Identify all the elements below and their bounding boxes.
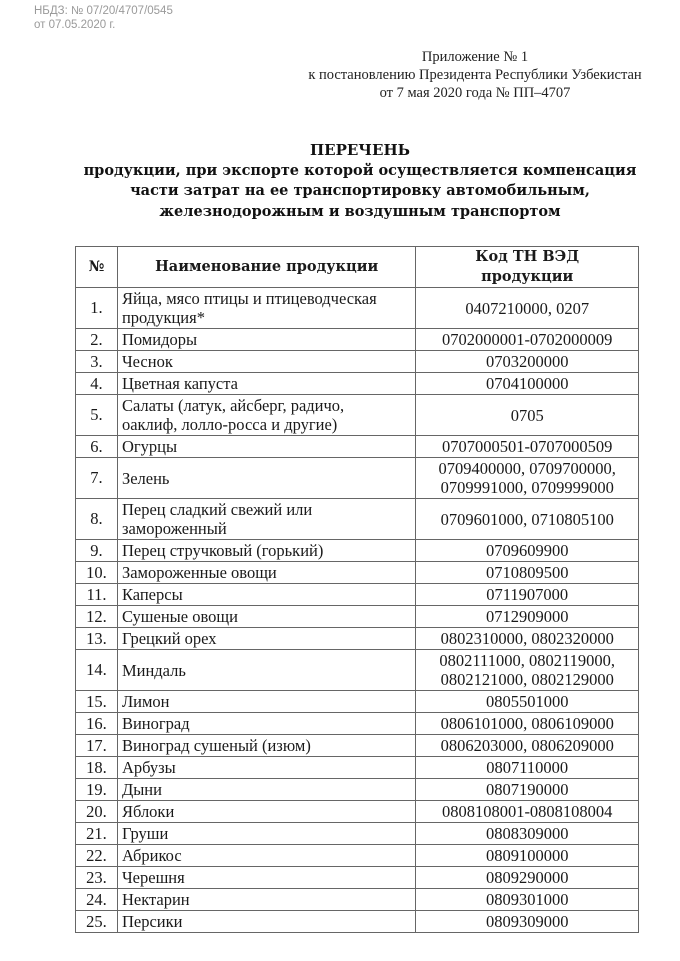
table-row [76, 288, 639, 329]
hs-code: 0809100000 [416, 845, 639, 867]
product-name: Лимон [117, 691, 415, 713]
product-name: Чеснок [117, 351, 415, 373]
row-number: 15. [76, 691, 118, 713]
hs-code: 0809290000 [416, 867, 639, 889]
table-header-row [76, 247, 639, 288]
product-name: Миндаль [117, 650, 415, 691]
product-name: Абрикос [117, 845, 415, 867]
hs-code: 0704100000 [416, 373, 639, 395]
product-name: Черешня [117, 867, 415, 889]
table-row [76, 801, 639, 823]
product-name: Перец стручковый (горький) [117, 540, 415, 562]
title-line-2: части затрат на ее транспортировку автомобильным, [130, 182, 590, 199]
row-number: 20. [76, 801, 118, 823]
hs-code: 0712909000 [416, 606, 639, 628]
row-number: 6. [76, 436, 118, 458]
row-number: 12. [76, 606, 118, 628]
row-number: 14. [76, 650, 118, 691]
hs-code: 0709609900 [416, 540, 639, 562]
table-row [76, 650, 639, 691]
hs-code: 0806101000, 0806109000 [416, 713, 639, 735]
table-row [76, 436, 639, 458]
product-name: Арбузы [117, 757, 415, 779]
table-row [76, 889, 639, 911]
header-number: № [76, 247, 118, 288]
row-number: 18. [76, 757, 118, 779]
product-name: Яблоки [117, 801, 415, 823]
product-name: Виноград [117, 713, 415, 735]
product-name: Цветная капуста [117, 373, 415, 395]
product-name: Зелень [117, 458, 415, 499]
product-name: Персики [117, 911, 415, 933]
table-row [76, 373, 639, 395]
row-number: 17. [76, 735, 118, 757]
table-row [76, 911, 639, 933]
hs-code: 0807190000 [416, 779, 639, 801]
product-name: Виноград сушеный (изюм) [117, 735, 415, 757]
appendix-reference: к постановлению Президента Республики Узбекистан [308, 67, 642, 83]
table-row [76, 867, 639, 889]
row-number: 4. [76, 373, 118, 395]
product-name: Нектарин [117, 889, 415, 911]
product-name: Яйца, мясо птицы и птицеводческая продукция* [117, 288, 415, 329]
header-code: Код ТН ВЭД продукции [416, 247, 639, 288]
hs-code: 0807110000 [416, 757, 639, 779]
hs-code: 0802111000, 0802119000, 0802121000, 0802129000 [416, 650, 639, 691]
product-name: Сушеные овощи [117, 606, 415, 628]
table-row [76, 845, 639, 867]
row-number: 19. [76, 779, 118, 801]
row-number: 13. [76, 628, 118, 650]
registry-stamp [34, 4, 173, 32]
table-row [76, 691, 639, 713]
product-name: Салаты (латук, айсберг, радичо, оаклиф, лолло-росса и другие) [117, 395, 415, 436]
row-number: 5. [76, 395, 118, 436]
hs-code: 0808108001-0808108004 [416, 801, 639, 823]
product-name: Каперсы [117, 584, 415, 606]
header-product-name: Наименование продукции [117, 247, 415, 288]
products-table [75, 246, 639, 933]
title-line-1: продукции, при экспорте которой осуществляется компенсация [83, 161, 637, 179]
row-number: 24. [76, 889, 118, 911]
hs-code: 0702000001-0702000009 [416, 329, 639, 351]
product-name: Перец сладкий свежий или замороженный [117, 499, 415, 540]
row-number: 16. [76, 713, 118, 735]
row-number: 1. [76, 288, 118, 329]
table-row [76, 458, 639, 499]
hs-code: 0710809500 [416, 562, 639, 584]
row-number: 23. [76, 867, 118, 889]
title-main: ПЕРЕЧЕНЬ [310, 141, 410, 159]
hs-code: 0809309000 [416, 911, 639, 933]
product-name: Замороженные овощи [117, 562, 415, 584]
row-number: 7. [76, 458, 118, 499]
table-row [76, 713, 639, 735]
hs-code: 0703200000 [416, 351, 639, 373]
table-row [76, 562, 639, 584]
row-number: 10. [76, 562, 118, 584]
hs-code: 0806203000, 0806209000 [416, 735, 639, 757]
row-number: 3. [76, 351, 118, 373]
table-row [76, 735, 639, 757]
stamp-number: НБДЗ: № 07/20/4707/0545 [34, 5, 173, 17]
product-name: Груши [117, 823, 415, 845]
row-number: 9. [76, 540, 118, 562]
stamp-date: от 07.05.2020 г. [34, 19, 116, 31]
table-row [76, 499, 639, 540]
hs-code: 0805501000 [416, 691, 639, 713]
table-body [76, 288, 639, 933]
document-title [60, 140, 660, 222]
table-row [76, 584, 639, 606]
table-row [76, 351, 639, 373]
row-number: 8. [76, 499, 118, 540]
table-row [76, 823, 639, 845]
table-row [76, 606, 639, 628]
row-number: 25. [76, 911, 118, 933]
appendix-header [270, 48, 680, 102]
hs-code: 0802310000, 0802320000 [416, 628, 639, 650]
appendix-number: Приложение № 1 [421, 49, 529, 65]
table-row [76, 540, 639, 562]
product-name: Грецкий орех [117, 628, 415, 650]
hs-code: 0809301000 [416, 889, 639, 911]
hs-code: 0705 [416, 395, 639, 436]
appendix-date: от 7 мая 2020 года № ПП–4707 [379, 85, 571, 101]
hs-code: 0808309000 [416, 823, 639, 845]
row-number: 21. [76, 823, 118, 845]
table-row [76, 779, 639, 801]
row-number: 22. [76, 845, 118, 867]
row-number: 2. [76, 329, 118, 351]
title-line-3: железнодорожным и воздушным транспортом [159, 202, 561, 220]
hs-code: 0707000501-0707000509 [416, 436, 639, 458]
table-row [76, 395, 639, 436]
hs-code: 0709601000, 0710805100 [416, 499, 639, 540]
row-number: 11. [76, 584, 118, 606]
table-row [76, 757, 639, 779]
product-name: Помидоры [117, 329, 415, 351]
hs-code: 0709400000, 0709700000, 0709991000, 0709999000 [416, 458, 639, 499]
product-name: Огурцы [117, 436, 415, 458]
table-row [76, 628, 639, 650]
product-name: Дыни [117, 779, 415, 801]
hs-code: 0407210000, 0207 [416, 288, 639, 329]
table-row [76, 329, 639, 351]
hs-code: 0711907000 [416, 584, 639, 606]
